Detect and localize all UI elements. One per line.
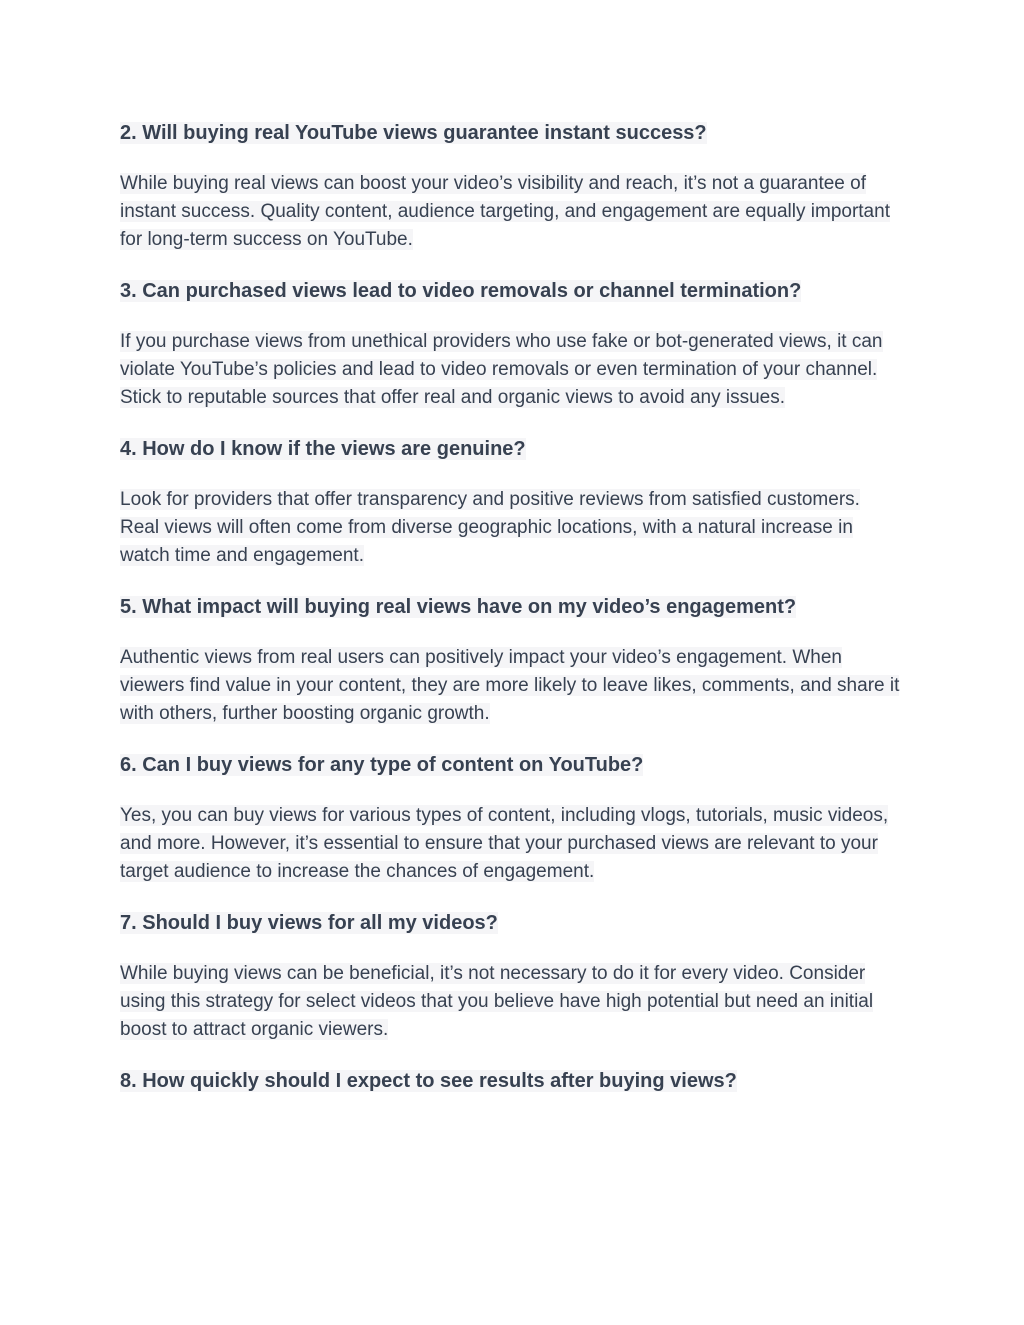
- faq-item: [120, 750, 904, 886]
- faq-answer: Look for providers that offer transparency and positive reviews from satisfied customers. Real views will often come from diverse geographic locations, with a natural increase in watch time and engagement.: [120, 489, 860, 566]
- faq-question: 4. How do I know if the views are genuine?: [120, 438, 526, 460]
- faq-question: 8. How quickly should I expect to see results after buying views?: [120, 1070, 737, 1092]
- faq-item: [120, 908, 904, 1044]
- faq-answer: While buying views can be beneficial, it’s not necessary to do it for every video. Consider using this strategy for select videos that you believe have high potential but need an initial boost to attract organic viewers.: [120, 963, 874, 1040]
- faq-item: [120, 434, 904, 570]
- faq-answer: Authentic views from real users can positively impact your video’s engagement. When viewers find value in your content, they are more likely to leave likes, comments, and share it with others, further boosting organic growth.: [120, 647, 900, 724]
- faq-question: 3. Can purchased views lead to video removals or channel termination?: [120, 280, 802, 302]
- faq-question: 5. What impact will buying real views have on my video’s engagement?: [120, 596, 797, 618]
- faq-item: [120, 276, 904, 412]
- faq-item: [120, 118, 904, 254]
- faq-answer: Yes, you can buy views for various types of content, including vlogs, tutorials, music videos, and more. However, it’s essential to ensure that your purchased views are relevant to your target audience to increase the chances of engagement.: [120, 805, 889, 882]
- faq-item: [120, 1066, 904, 1096]
- faq-question: 2. Will buying real YouTube views guarantee instant success?: [120, 122, 707, 144]
- document-page: [120, 118, 904, 1118]
- faq-question: 6. Can I buy views for any type of content on YouTube?: [120, 754, 644, 776]
- faq-item: [120, 592, 904, 728]
- faq-answer: While buying real views can boost your video’s visibility and reach, it’s not a guarantee of instant success. Quality content, audience targeting, and engagement are equally important for long-term success on YouTube.: [120, 173, 890, 250]
- faq-question: 7. Should I buy views for all my videos?: [120, 912, 498, 934]
- faq-answer: If you purchase views from unethical providers who use fake or bot-generated views, it can violate YouTube’s policies and lead to video removals or even termination of your channel. Stick to reputable sources that offer real and organic views to avoid any issues.: [120, 331, 883, 408]
